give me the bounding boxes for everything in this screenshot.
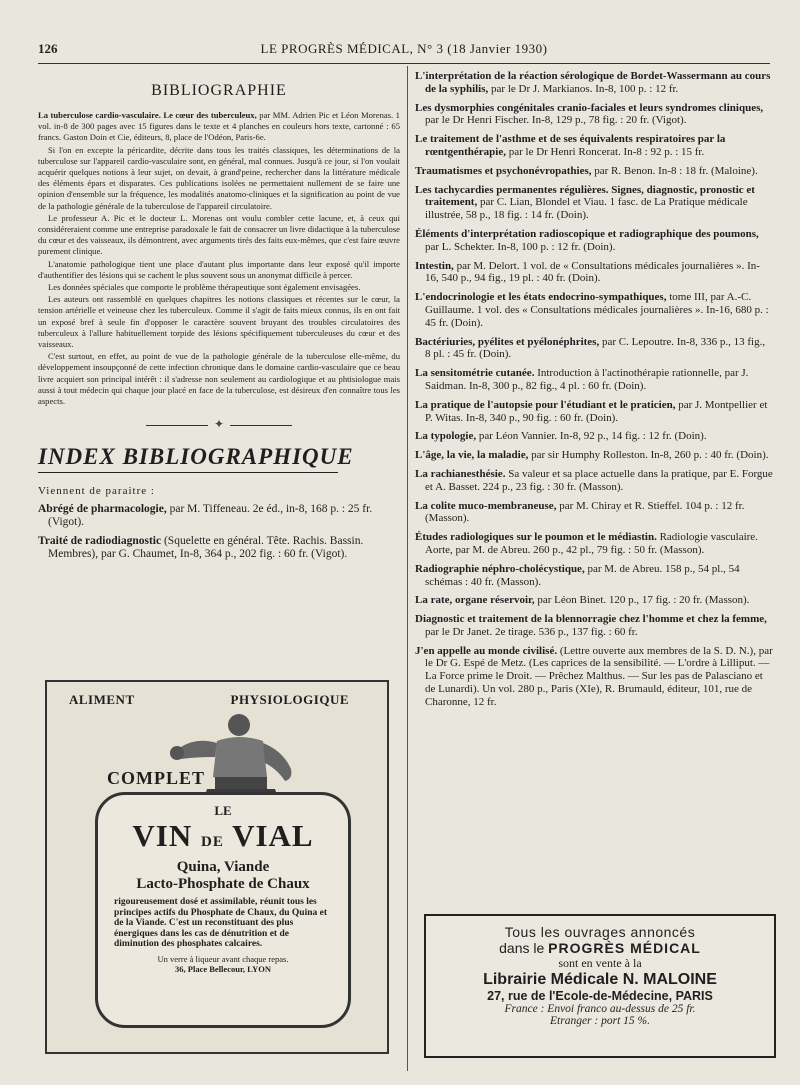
header-rule (38, 63, 770, 64)
review-book-details: par MM. Adrien Pic et Léon Morenas. 1 vol. in-8 de 300 pages avec 15 figures dans le texte et 4 planches en couleurs hors texte, cartonné : 65 francs. Gaston Doin et Cie, éditeurs, 8, place de l'Odéon, Paris-6e. (38, 110, 400, 143)
ad-aliment-text: ALIMENT (69, 692, 135, 707)
ad-ingredients: Quina, Viande (176, 859, 270, 875)
shipping-foreign: Etranger : port 15 %. (550, 1015, 650, 1027)
review-paragraph: Le professeur A. Pic et le docteur L. Morenas ont voulu combler cette lacune, et, à ceux qui considéreraient comme une entreprise paradoxale le fait de consacrer un livre didactique à la tuberculose du cœur et des vaisseaux, ils démontrent, avec arguments tirés des faits eux-mêmes, que c'est faire œuvre purement clinique. (38, 212, 400, 257)
book-entry: Diagnostic et traitement de la blennorragie chez l'homme et chez la femme, par le Dr Janet. 2e tirage. 536 p., 137 fig. : 60 fr. (415, 613, 767, 638)
book-entry: Bactériuries, pyélites et pyélonéphrites, par C. Lepoutre. In-8, 336 p., 13 fig., 8 pl. : 45 fr. (Doin). (415, 335, 766, 361)
book-entry: L'interprétation de la réaction sérologique de Bordet-Wassermann au cours de la syphilis, par le Dr J. Markianos. In-8, 100 p. : 12 fr. (415, 70, 771, 95)
ad-bottle-label (95, 792, 351, 1028)
review-paragraph: C'est surtout, en effet, au point de vue de la pathologie générale de la tuberculose elle-même, du développement insoupçonné de cette infection chronique dans le domaine cardio-vasculaire que ce beau livre acquiert son principal intérêt : il s'adresse non seulement au cardiologique et au phtisiologue mais aussi à tout médecin qui chaque jour placé en face de la tuberculose, est désireux d'en connaître tous les aspects. (38, 351, 400, 407)
book-entry: La rachianesthésie. Sa valeur et sa place actuelle dans la pratique, par E. Forgue et A. Basset. 224 p., 23 fig. : 30 fr. (Masson). (415, 467, 773, 493)
index-rule (38, 472, 338, 473)
book-entry: J'en appelle au monde civilisé. (Lettre ouverte aux membres de la S. D. N.), par le Dr G. Espé de Metz. (Les caprices de la sensibilité. — L'ordre à Lilliput. — La Force prime le Droit. — Prêchez Malthus. — Sur les pas de Palasciano et de Lunardi). Un vol. 280 p., Paris (XIe), R. Brumauld, éditeur, 101, rue de Charonne, 12 fr. (415, 644, 773, 708)
book-entry: La pratique de l'autopsie pour l'étudiant et le praticien, par J. Montpellier et P. Witas. In-8, 340 p., 90 fig. : 60 fr. (Doin). (415, 398, 768, 424)
ad-complet-text: COMPLET (107, 768, 206, 788)
review-lead (38, 110, 400, 144)
section-ornament: ✦ (38, 417, 400, 432)
vin-de-vial-advertisement (45, 680, 389, 1054)
book-entry: Radiographie néphro-cholécystique, par M. de Abreu. 158 p., 54 pl., 54 schémas : 40 fr. (Masson). (415, 562, 740, 588)
ad-address: 36, Place Bellecour, LYON (175, 963, 271, 974)
index-entry: Abrégé de pharmacologie, par M. Tiffeneau. 2e éd., in-8, 168 p. : 25 fr. (Vigot). (38, 503, 373, 529)
book-entry: L'âge, la vie, la maladie, par sir Humphy Rolleston. In-8, 260 p. : 40 fr. (Doin). (415, 449, 769, 462)
book-entry: Les tachycardies permanentes régulières. Signes, diagnostic, pronostic et traitement, par C. Lian, Blondel et Viau. 1 fasc. de La Pratique médicale illustrée, 58 p., 18 fig. : 14 fr. (Doin). (415, 183, 755, 222)
book-entry: Traumatismes et psychonévropathies, par R. Benon. In-8 : 18 fr. (Maloine). (415, 164, 758, 177)
book-entry: Éléments d'interprétation radioscopique et radiographique des poumons, par L. Schekter. In-8, 100 p. : 12 fr. (Doin). (415, 227, 759, 253)
bibliographie-heading: BIBLIOGRAPHIE (151, 82, 287, 99)
book-entry: La colite muco-membraneuse, par M. Chiray et R. Stieffel. 104 p. : 12 fr. (Masson). (415, 499, 745, 525)
book-entry: Intestin, par M. Delort. 1 vol. de « Consultations médicales journalières ». In-16, 540 p., 94 fig., 19 pl. : 40 fr. (Doin). (415, 259, 760, 285)
ad-physiologique-text: PHYSIOLOGIQUE (230, 692, 349, 707)
book-entry: La sensitométrie cutanée. Introduction à l'actinothérapie rationnelle, par J. Saidman. In-8, 300 p., 82 fig., 4 pl. : 60 fr. (Doin). (415, 367, 749, 392)
bibliographie-review (38, 110, 400, 407)
review-paragraph: Si l'on en excepte la péricardite, décrite dans tous les traités classiques, les déterminations de la tuberculose sur l'appareil cardio-vasculaire sont, en général, mal connues. Jusqu'à ce jour, si l'on voulait acquérir quelques notions à leur sujet, on devait, à grand'peine, rechercher dans la littérature médicale des éléments épars et disparates. Ces publications isolées ne permettaient nullement de se faire une opinion d'ensemble sur la fréquence, les modalités anatomo-cliniques et la signification au point de vue de la pathologie générale de la tuberculose de l'appareil circulatoire. (38, 144, 400, 211)
book-entry: Le traitement de l'asthme et de ses équivalents respiratoires par la rœntgenthérapie, par le Dr Henri Roncerat. In-8 : 92 p. : 15 fr. (415, 133, 726, 158)
notice-line: dans le PROGRÈS MÉDICAL (499, 940, 701, 956)
journal-title: LE PROGRÈS MÉDICAL, N° 3 (18 Janvier 1930) (260, 41, 548, 56)
book-entry: La typologie, par Léon Vannier. In-8, 92 p., 14 fig. : 12 fr. (Doin). (415, 430, 707, 443)
index-entry: Traité de radiodiagnostic (Squelette en général. Tête. Rachis. Bassin. Membres), par G. Chaumet, In-8, 364 p., 202 fig. : 60 fr. (Vigot). (38, 535, 364, 561)
shipping-france: France : Envoi franco au-dessus de 25 fr. (504, 1003, 696, 1015)
bookshop-name: Librairie Médicale N. MALOINE (483, 971, 717, 988)
maloine-bookshop-notice (424, 914, 776, 1058)
book-entry: L'endocrinologie et les états endocrino-sympathiques, tome III, par A.-C. Guillaume. 1 vol. des « Consultations médicales journalières ». In-16, 680 p. : 45 fr. (Doin). (415, 291, 769, 329)
index-heading: INDEX BIBLIOGRAPHIQUE (38, 444, 354, 470)
notice-line: sont en vente à la (558, 956, 642, 970)
ad-description: rigoureusement dosé et assimilable, réunit tous les principes actifs du Phosphate de Chaux, du Quina et de la Viande. C'est un reconstituant des plus énergiques dans les cas de dénutrition et de diminution des phosphates calcaires. (114, 897, 327, 949)
page-number: 126 (38, 41, 58, 56)
page-header (38, 38, 770, 60)
book-entry: Les dysmorphies congénitales cranio-faciales et leurs syndromes cliniques, par le Dr Henri Fischer. In-8, 129 p., 78 fig. : 20 fr. (Vigot). (415, 101, 764, 127)
right-column (415, 70, 773, 715)
index-subheading: Viennent de paraitre : (38, 485, 155, 498)
column-divider (407, 66, 408, 1071)
review-book-title: La tuberculose cardio-vasculaire. Le cœur des tuberculeux, (38, 110, 257, 120)
review-paragraph: Les auteurs ont rassemblé en quelques chapitres les notions classiques et récentes sur le cœur, la tension artérielle et veineuse chez les tuberculeux. Comme il s'agit de faits mieux connus, ils en ont fait un exposé bref à seule fin d'opposer le caractère souvent bruyant des troubles circulatoires des tuberculeux à l'allure habituellement torpide des lésions spécifiquement tuberculeuses du cœur et des vaisseaux. (38, 294, 400, 350)
ad-le-text: LE (214, 803, 232, 818)
notice-line: Tous les ouvrages annoncés (504, 924, 696, 940)
bookshop-address: 27, rue de l'Ecole-de-Médecine, PARIS (487, 989, 713, 1003)
ad-dosage: Un verre à liqueur avant chaque repas. (157, 953, 289, 964)
left-column (38, 70, 400, 567)
ad-brand-name: VIN DE VIAL (132, 818, 314, 853)
review-paragraph: L'anatomie pathologique tient une place d'autant plus importante dans leur exposé qu'il importe d'authentifier des lésions qui se cachent le plus souvent sous un anonymat difficile à percer. (38, 258, 400, 280)
ad-lacto-phosphate: Lacto-Phosphate de Chaux (136, 876, 310, 892)
book-entry: La rate, organe réservoir, par Léon Binet. 120 p., 17 fig. : 20 fr. (Masson). (415, 594, 750, 607)
book-entry: Études radiologiques sur le poumon et le médiastin. Radiologie vasculaire. Aorte, par M. de Abreu. 260 p., 42 pl., 79 fig. : 50 fr. (Masson). (415, 531, 758, 556)
review-paragraph: Les données spéciales que comporte le problème thérapeutique sont également envisagées. (48, 282, 361, 293)
